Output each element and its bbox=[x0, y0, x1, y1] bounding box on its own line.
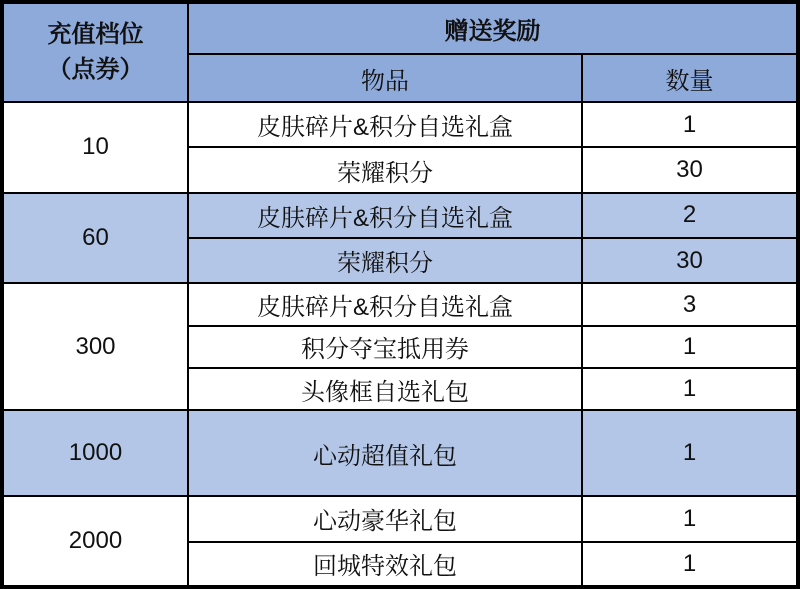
qty-cell: 1 bbox=[582, 368, 798, 410]
table-header bbox=[2, 2, 798, 102]
header-row-1 bbox=[2, 2, 798, 54]
table-row bbox=[2, 283, 798, 325]
qty-cell: 2 bbox=[582, 193, 798, 238]
qty-cell: 1 bbox=[582, 102, 798, 147]
item-cell: 头像框自选礼包 bbox=[188, 368, 582, 410]
tier-cell: 60 bbox=[2, 193, 188, 284]
item-cell: 皮肤碎片&积分自选礼盒 bbox=[188, 193, 582, 238]
qty-cell: 1 bbox=[582, 410, 798, 496]
item-cell: 回城特效礼包 bbox=[188, 542, 582, 587]
table-body bbox=[2, 102, 798, 587]
item-cell: 荣耀积分 bbox=[188, 238, 582, 283]
table-row bbox=[2, 193, 798, 238]
qty-cell: 3 bbox=[582, 283, 798, 325]
header-tier-line2: （点券） bbox=[47, 55, 144, 83]
qty-cell: 1 bbox=[582, 542, 798, 587]
tier-cell: 10 bbox=[2, 102, 188, 193]
header-tier-cell bbox=[2, 2, 188, 102]
table-row bbox=[2, 496, 798, 541]
table-row bbox=[2, 410, 798, 496]
header-tier-line1: 充值档位 bbox=[47, 20, 144, 48]
item-cell: 积分夺宝抵用券 bbox=[188, 326, 582, 368]
qty-cell: 1 bbox=[582, 496, 798, 541]
qty-cell: 30 bbox=[582, 238, 798, 283]
table-row bbox=[2, 102, 798, 147]
item-cell: 心动超值礼包 bbox=[188, 410, 582, 496]
tier-cell: 300 bbox=[2, 283, 188, 410]
item-cell: 皮肤碎片&积分自选礼盒 bbox=[188, 283, 582, 325]
header-qty-cell: 数量 bbox=[582, 54, 798, 102]
item-cell: 荣耀积分 bbox=[188, 147, 582, 192]
qty-cell: 30 bbox=[582, 147, 798, 192]
tier-cell: 2000 bbox=[2, 496, 188, 587]
item-cell: 心动豪华礼包 bbox=[188, 496, 582, 541]
header-item-cell: 物品 bbox=[188, 54, 582, 102]
tier-cell: 1000 bbox=[2, 410, 188, 496]
item-cell: 皮肤碎片&积分自选礼盒 bbox=[188, 102, 582, 147]
header-rewards-cell: 赠送奖励 bbox=[188, 2, 798, 54]
qty-cell: 1 bbox=[582, 326, 798, 368]
